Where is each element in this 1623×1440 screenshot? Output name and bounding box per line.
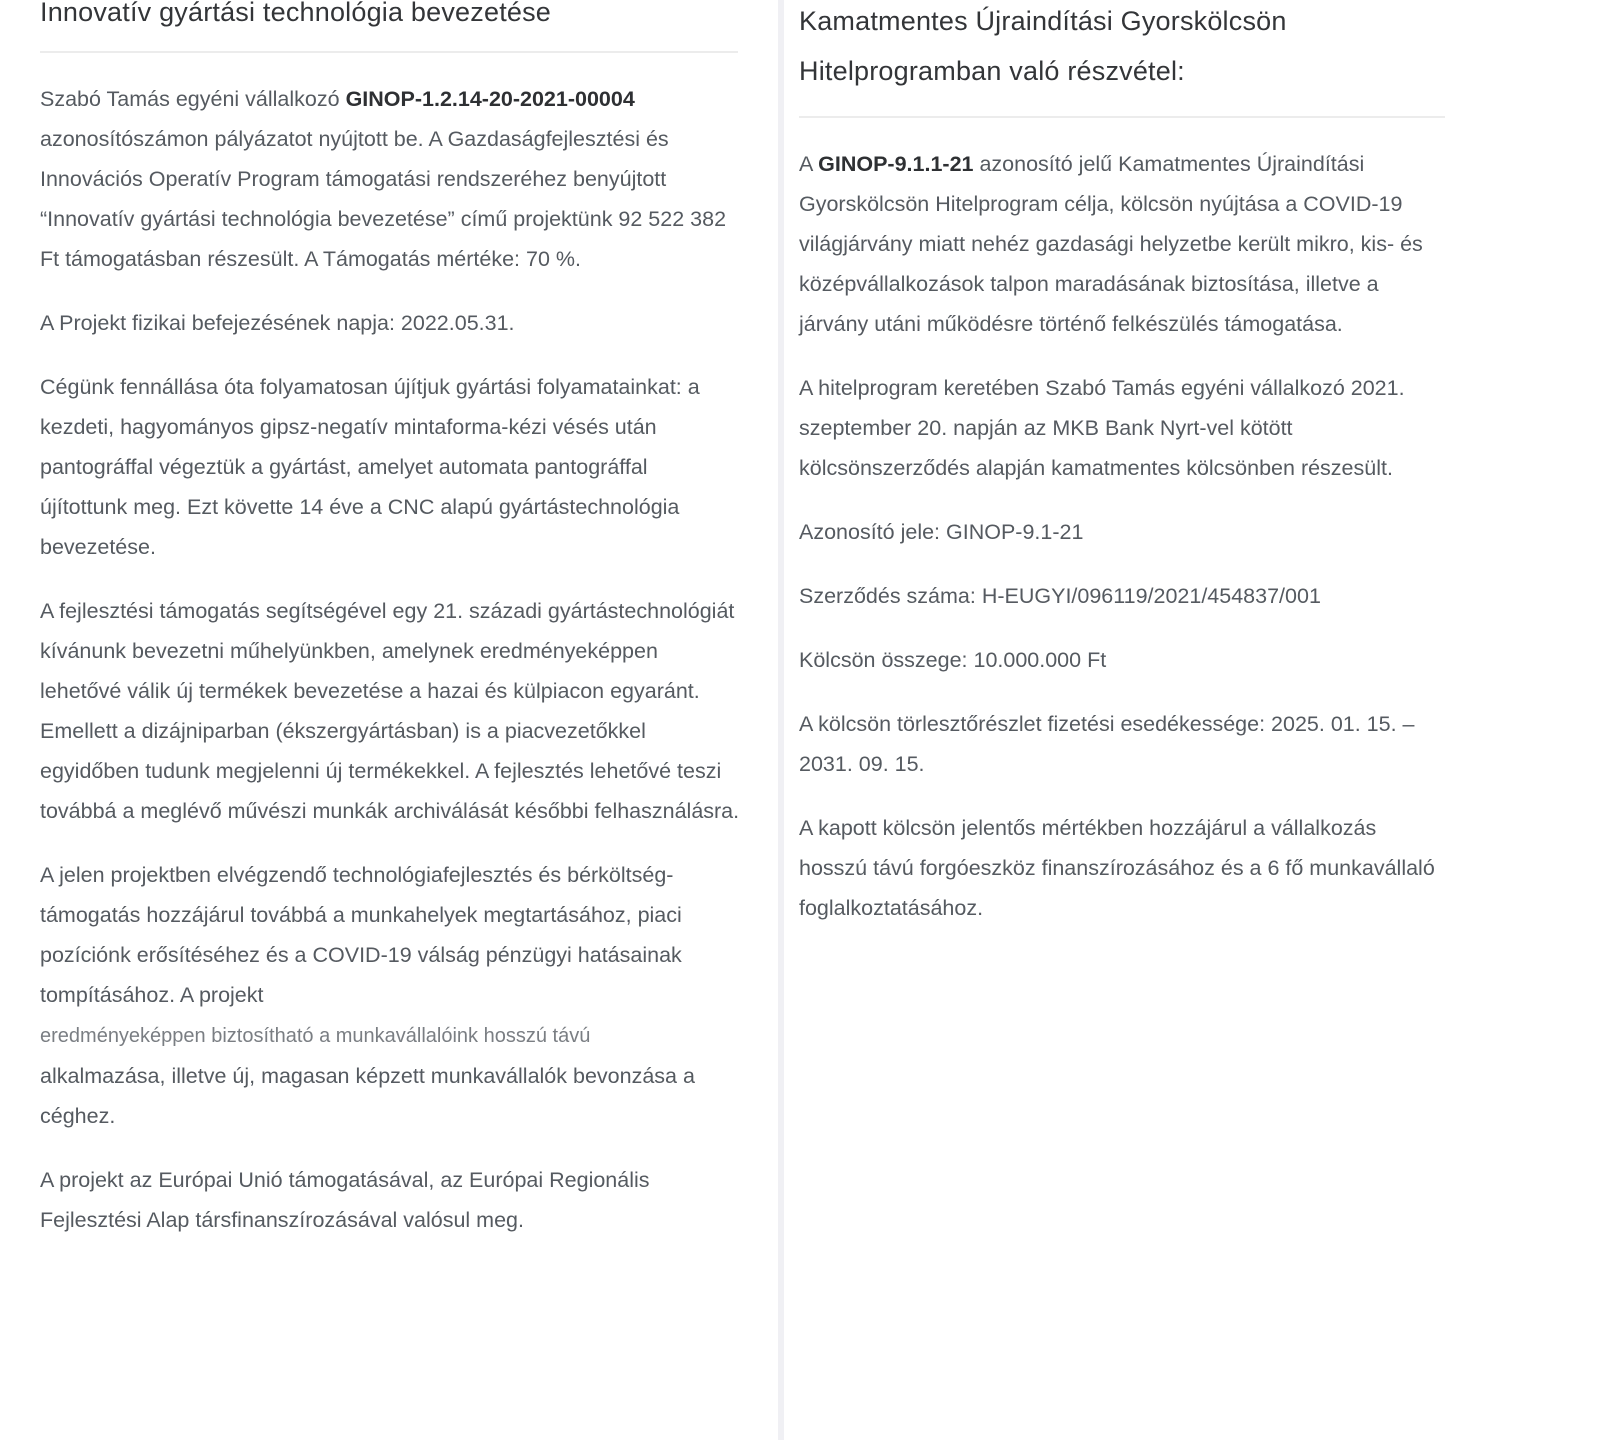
paragraph-eu-funding: A projekt az Európai Unió támogatásával, az Európai Regionális Fejlesztési Alap társfinanszírozásával valósul meg.: [40, 1168, 650, 1232]
paragraph-history: Cégünk fennállása óta folyamatosan újítjuk gyártási folyamatainkat: a kezdeti, hagyományos gipsz-negatív mintaforma-kézi vésés után pantográffal végeztük a gyártást, amelyet automata pantográffal újítottunk meg. Ezt követte 14 éve a CNC alapú gyártástechnológia bevezetése.: [40, 375, 700, 559]
paragraph-loan-details: A hitelprogram keretében Szabó Tamás egyéni vállalkozó 2021. szeptember 20. napján az MKB Bank Nyrt-vel kötött kölcsönszerződés alapján kamatmentes kölcsönben részesült.: [799, 376, 1405, 480]
text: alkalmazása, illetve új, magasan képzett munkavállalók bevonzása a céghez.: [40, 1064, 695, 1128]
text: eredményeképpen biztosítható a munkavállalóink hosszú távú: [40, 1025, 591, 1047]
title-divider: [40, 51, 738, 53]
text: azonosítószámon pályázatot nyújtott be. A Gazdaságfejlesztési és Innovációs Operatív Program támogatási rendszeréhez benyújtott “Innovatív gyártási technológia bevezetése” című projektünk 92 522 382 Ft támogatásban részesült. A Támogatás mértéke: 70 %.: [40, 127, 727, 271]
right-column: [799, 0, 1449, 952]
left-column: [40, 0, 740, 1264]
paragraph-contract-number: Szerződés száma: H-EUGYI/096119/2021/454837/001: [799, 584, 1321, 608]
loan-program-id: GINOP-9.1.1-21: [818, 152, 974, 176]
text: azonosító jelű Kamatmentes Újraindítási Gyorskölcsön Hitelprogram célja, kölcsön nyújtása a COVID-19 világjárvány miatt nehéz gazdasági helyzetbe került mikro, kis- és középvállalkozások talpon maradásának biztosítása, illetve a járvány utáni működésre történő felkészülés támogatása.: [799, 152, 1423, 336]
text: A jelen projektben elvégzendő technológiafejlesztés és bérköltség-támogatás hozzájárul továbbá a munkahelyek megtartásához, piaci pozíciónk erősítéséhez és a COVID-19 válság pénzügyi hatásainak tompításához. A projekt: [40, 863, 682, 1007]
section-title-innovation: Innovatív gyártási technológia bevezetése: [40, 0, 552, 27]
text: Szabó Tamás egyéni vállalkozó: [40, 87, 346, 111]
column-divider: [778, 0, 784, 1440]
paragraph-impact: [40, 855, 740, 1136]
paragraph-loan-amount: Kölcsön összege: 10.000.000 Ft: [799, 648, 1107, 672]
paragraph-grant-intro: [40, 79, 740, 279]
paragraph-development: A fejlesztési támogatás segítségével egy 21. századi gyártástechnológiát kívánunk bevezetni műhelyünkben, amelynek eredményeképpen lehetővé válik új termékek bevezetése a hazai és külpiacon egyaránt. Emellett a dizájniparban (ékszergyártásban) is a piacvezetőkkel egyidőben tudunk megjelenni új termékekkel. A fejlesztés lehetővé teszi továbbá a meglévő művészi munkák archiválását későbbi felhasználásra.: [40, 599, 740, 823]
paragraph-repayment: A kölcsön törlesztőrészlet fizetési esedékessége: 2025. 01. 15. – 2031. 09. 15.: [799, 712, 1415, 776]
grant-id: GINOP-1.2.14-20-2021-00004: [345, 87, 635, 111]
title-divider: [799, 116, 1445, 118]
paragraph-identifier: Azonosító jele: GINOP-9.1-21: [799, 520, 1084, 544]
paragraph-loan-intro: [799, 144, 1449, 344]
section-title-loan: Kamatmentes Újraindítási Gyorskölcsön Hitelprogramban való részvétel:: [799, 6, 1287, 86]
paragraph-completion-date: A Projekt fizikai befejezésének napja: 2022.05.31.: [40, 311, 515, 335]
text: A: [799, 152, 819, 176]
paragraph-loan-impact: A kapott kölcsön jelentős mértékben hozzájárul a vállalkozás hosszú távú forgóeszköz finanszírozásához és a 6 fő munkavállaló foglalkoztatásához.: [799, 816, 1435, 920]
